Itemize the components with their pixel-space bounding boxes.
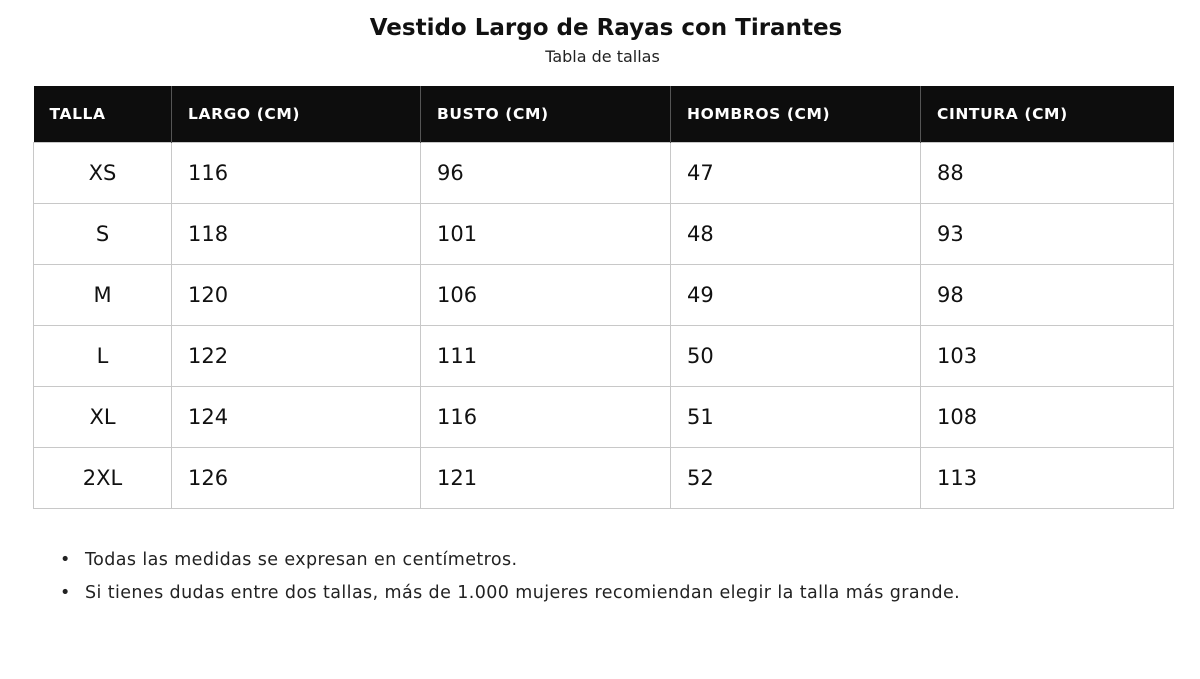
busto-cell: 111: [421, 326, 671, 387]
busto-cell: 106: [421, 265, 671, 326]
column-header-largo: LARGO (CM): [172, 86, 421, 143]
busto-cell: 121: [421, 448, 671, 509]
cintura-cell: 108: [921, 387, 1174, 448]
hombros-cell: 50: [671, 326, 921, 387]
page-title: Vestido Largo de Rayas con Tirantes: [369, 15, 843, 41]
size-cell: L: [34, 326, 172, 387]
largo-cell: 126: [172, 448, 421, 509]
size-cell: S: [34, 204, 172, 265]
column-header-cintura: CINTURA (CM): [921, 86, 1174, 143]
table-header-row: [34, 86, 1174, 143]
bullet-icon: •: [60, 550, 71, 570]
note-item: [60, 577, 960, 610]
hombros-cell: 48: [671, 204, 921, 265]
notes-list: [60, 544, 960, 610]
busto-cell: 101: [421, 204, 671, 265]
size-cell: 2XL: [34, 448, 172, 509]
cintura-cell: 88: [921, 143, 1174, 204]
hombros-cell: 51: [671, 387, 921, 448]
column-header-talla: TALLA: [34, 86, 172, 143]
largo-cell: 116: [172, 143, 421, 204]
column-header-busto: BUSTO (CM): [421, 86, 671, 143]
note-text: Si tienes dudas entre dos tallas, más de 1.000 mujeres recomiendan elegir la talla más grande.: [85, 583, 961, 603]
busto-cell: 96: [421, 143, 671, 204]
busto-cell: 116: [421, 387, 671, 448]
page-subtitle: Tabla de tallas: [545, 47, 660, 66]
table-row: [34, 204, 1174, 265]
column-header-hombros: HOMBROS (CM): [671, 86, 921, 143]
largo-cell: 120: [172, 265, 421, 326]
largo-cell: 118: [172, 204, 421, 265]
size-cell: XL: [34, 387, 172, 448]
table-row: [34, 387, 1174, 448]
hombros-cell: 47: [671, 143, 921, 204]
note-item: [60, 544, 960, 577]
table-row: [34, 448, 1174, 509]
largo-cell: 124: [172, 387, 421, 448]
cintura-cell: 93: [921, 204, 1174, 265]
size-cell: M: [34, 265, 172, 326]
note-text: Todas las medidas se expresan en centímetros.: [85, 550, 518, 570]
table-header: [34, 86, 1174, 143]
table-row: [34, 326, 1174, 387]
size-chart-table: [33, 86, 1174, 509]
table-body: [34, 143, 1174, 509]
hombros-cell: 49: [671, 265, 921, 326]
cintura-cell: 98: [921, 265, 1174, 326]
table-row: [34, 265, 1174, 326]
bullet-icon: •: [60, 583, 71, 603]
table-row: [34, 143, 1174, 204]
largo-cell: 122: [172, 326, 421, 387]
cintura-cell: 103: [921, 326, 1174, 387]
cintura-cell: 113: [921, 448, 1174, 509]
size-cell: XS: [34, 143, 172, 204]
hombros-cell: 52: [671, 448, 921, 509]
